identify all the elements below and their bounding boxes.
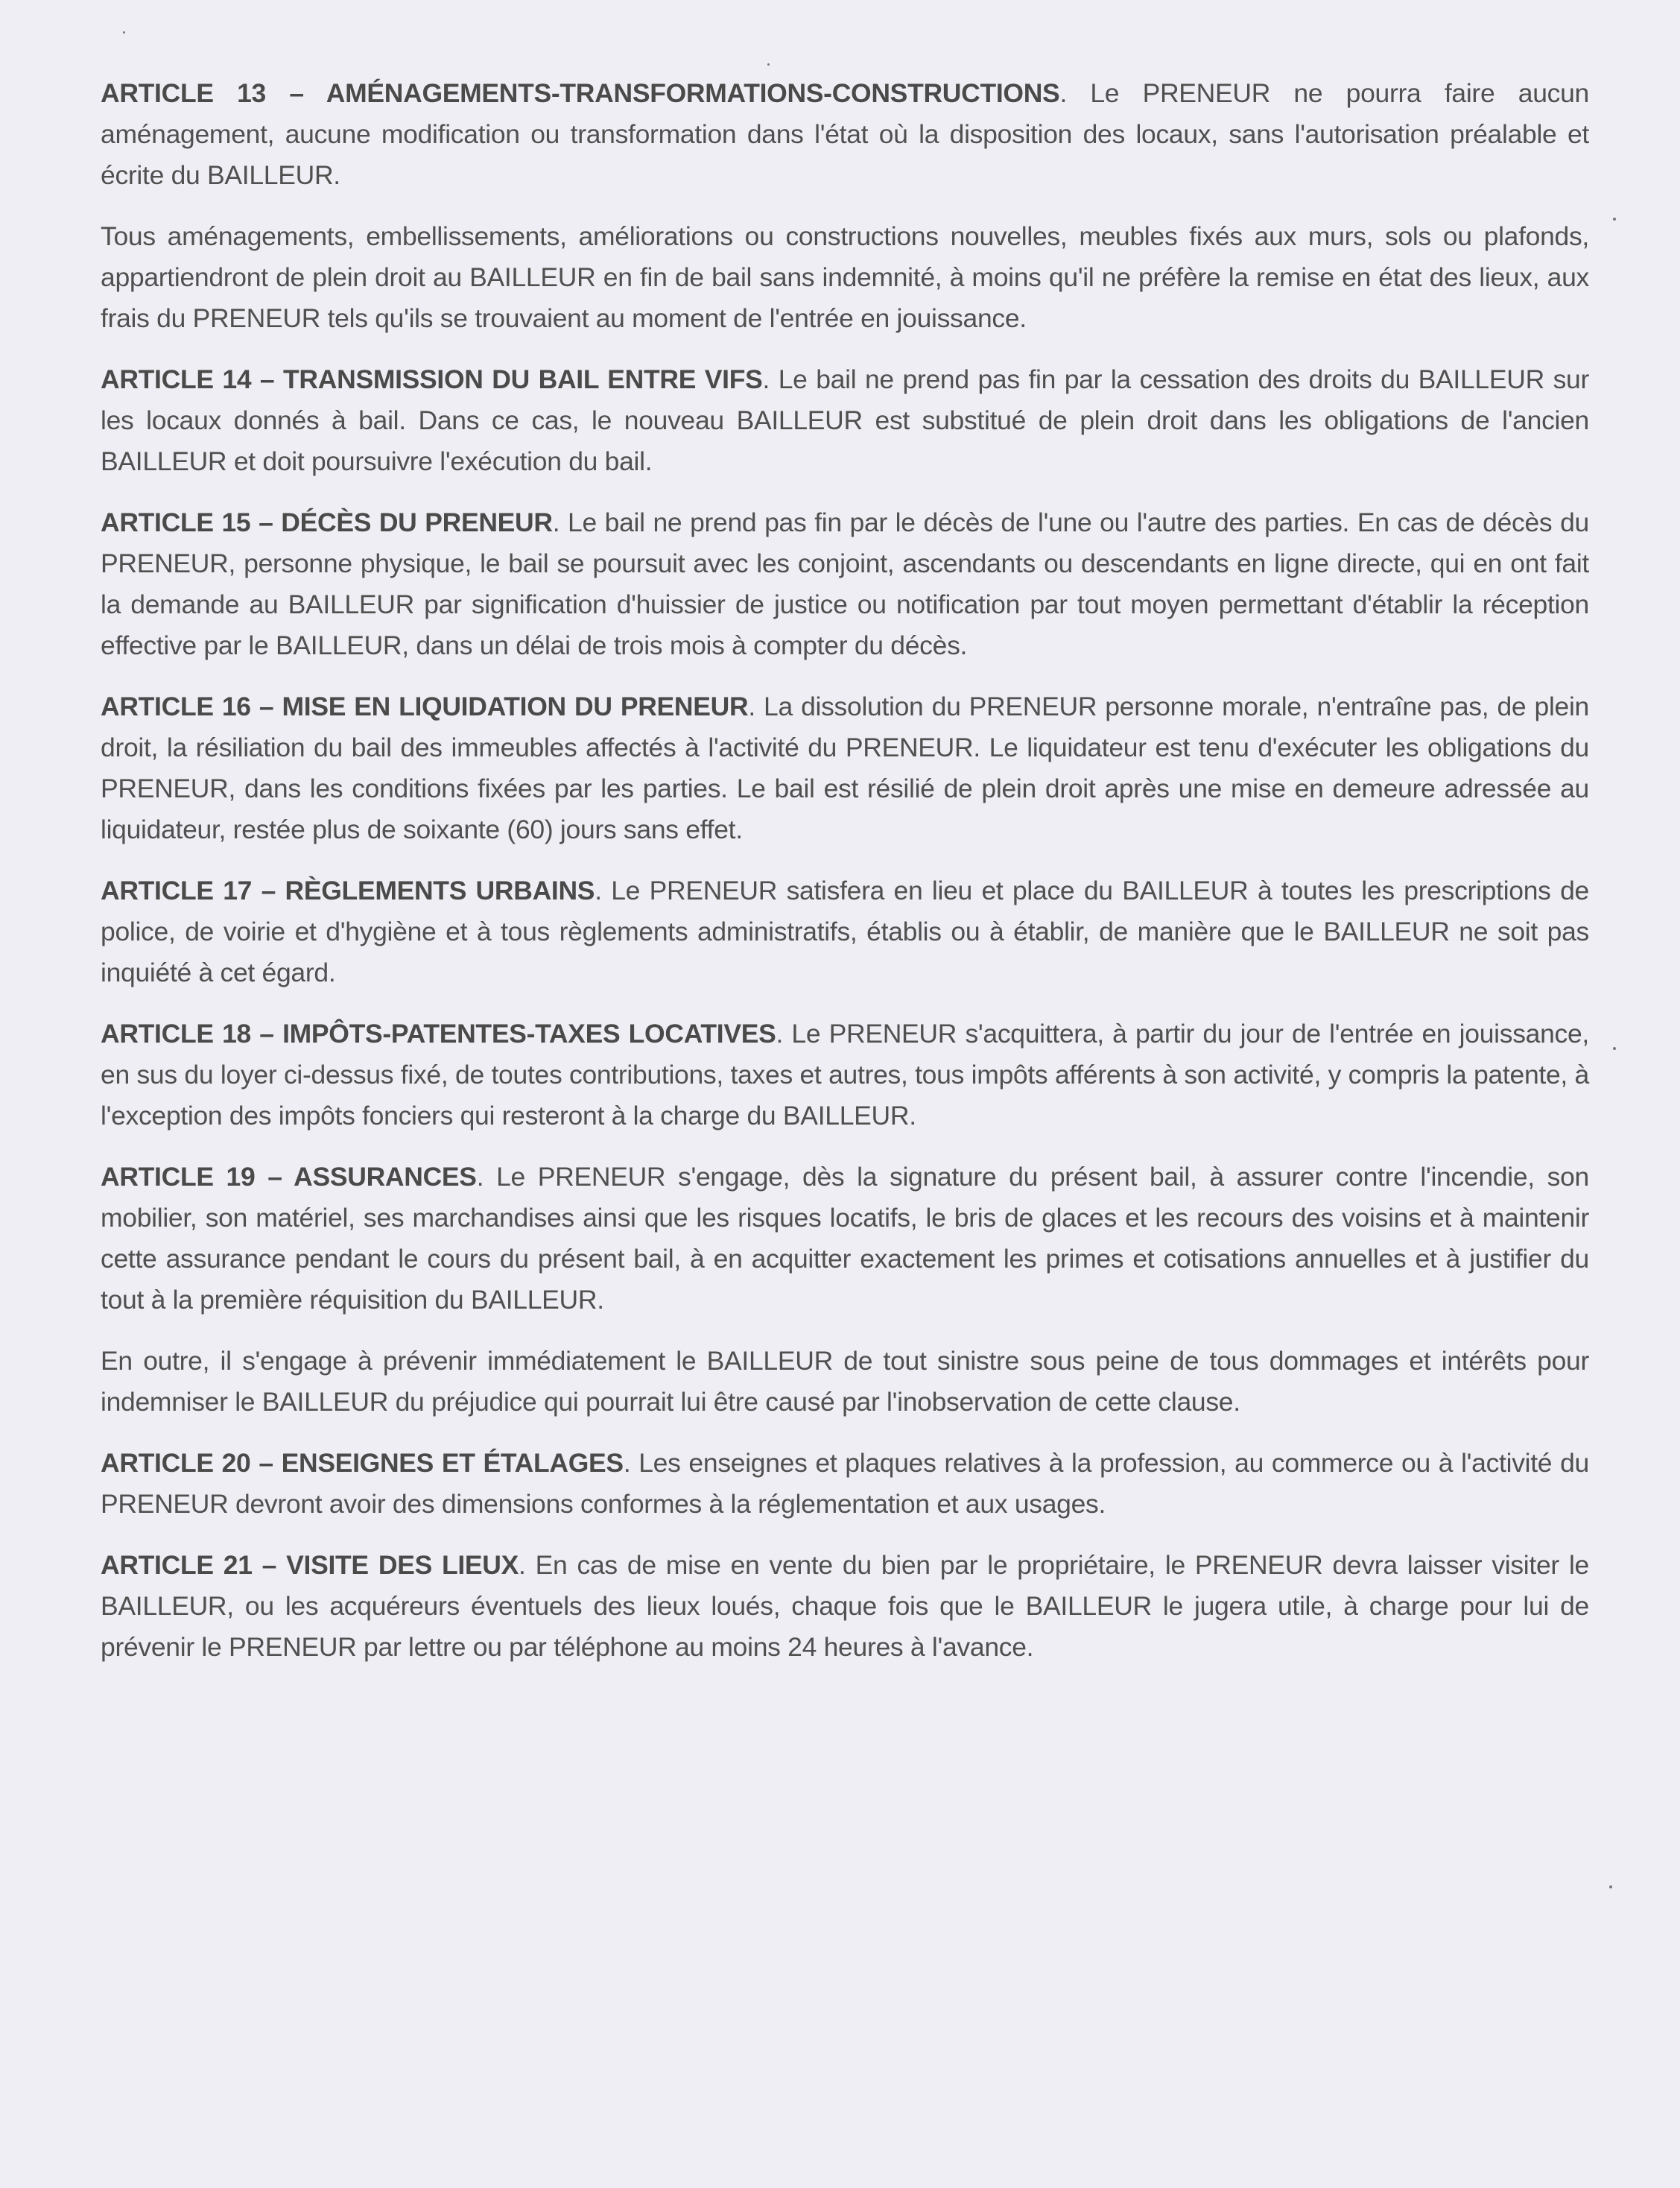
scan-speck: [1613, 218, 1616, 221]
article-15-paragraph: [101, 502, 1589, 666]
article-14-paragraph: [101, 359, 1589, 482]
scan-speck: [767, 63, 770, 66]
article-18-paragraph: [101, 1014, 1589, 1136]
article-13-heading: ARTICLE 13 – AMÉNAGEMENTS-TRANSFORMATIONS-CONSTRUCTIONS: [101, 78, 1060, 108]
scan-speck: [123, 31, 125, 34]
article-15-heading: ARTICLE 15 – DÉCÈS DU PRENEUR: [101, 508, 553, 537]
scan-speck: [1613, 1047, 1616, 1050]
article-18-body: . Le PRENEUR s'acquittera, à partir du jour de l'entrée en jouissance, en sus du loyer ci-dessus fixé, de toutes contributions, taxes et autres, tous impôts afférents à son activité, y compris la patente, à l'exception des impôts fonciers qui resteront à la charge du BAILLEUR.: [101, 1019, 1589, 1131]
article-20-heading: ARTICLE 20 – ENSEIGNES ET ÉTALAGES: [101, 1448, 624, 1478]
article-19-body: . Le PRENEUR s'engage, dès la signature du présent bail, à assurer contre l'incendie, son mobilier, son matériel, ses marchandises ainsi que les risques locatifs, le bris de glaces et les recours des voisins et à maintenir cette assurance pendant le cours du présent bail, à en acquitter exactement les primes et cotisations annuelles et à justifier du tout à la première réquisition du BAILLEUR.: [101, 1162, 1589, 1315]
scan-speck: [1609, 1885, 1612, 1888]
article-17-body: . Le PRENEUR satisfera en lieu et place du BAILLEUR à toutes les prescriptions de police, de voirie et d'hygiène et à tous règlements administratifs, établis ou à établir, de manière que le BAILLEUR ne soit pas inquiété à cet égard.: [101, 876, 1589, 987]
article-16-paragraph: [101, 686, 1589, 850]
article-19-body-2: En outre, il s'engage à prévenir immédiatement le BAILLEUR de tout sinistre sous peine de tous dommages et intérêts pour indemniser le BAILLEUR du préjudice qui pourrait lui être causé par l'inobservation de cette clause.: [101, 1346, 1589, 1417]
article-16-body: . La dissolution du PRENEUR personne morale, n'entraîne pas, de plein droit, la résiliation du bail des immeubles affectés à l'activité du PRENEUR. Le liquidateur est tenu d'exécuter les obligations du PRENEUR, dans les conditions fixées par les parties. Le bail est résilié de plein droit après une mise en demeure adressée au liquidateur, restée plus de soixante (60) jours sans effet.: [101, 692, 1590, 844]
article-20-paragraph: [101, 1443, 1589, 1525]
article-19-paragraph: [101, 1157, 1589, 1321]
article-20-body: . Les enseignes et plaques relatives à la profession, au commerce ou à l'activité du PRENEUR devront avoir des dimensions conformes à la réglementation et aux usages.: [101, 1448, 1589, 1519]
document-page: [101, 73, 1589, 1688]
article-21-body: . En cas de mise en vente du bien par le propriétaire, le PRENEUR devra laisser visiter le BAILLEUR, ou les acquéreurs éventuels des lieux loués, chaque fois que le BAILLEUR le jugera utile, à charge pour lui de prévenir le PRENEUR par lettre ou par téléphone au moins 24 heures à l'avance.: [101, 1550, 1589, 1662]
article-13-body: . Le PRENEUR ne pourra faire aucun aménagement, aucune modification ou transformation dans l'état où la disposition des locaux, sans l'autorisation préalable et écrite du BAILLEUR.: [101, 78, 1589, 190]
article-15-body: . Le bail ne prend pas fin par le décès de l'une ou l'autre des parties. En cas de décès du PRENEUR, personne physique, le bail se poursuit avec les conjoint, ascendants ou descendants en ligne directe, qui en ont fait la demande au BAILLEUR par signification d'huissier de justice ou notification par tout moyen permettant d'établir la réception effective par le BAILLEUR, dans un délai de trois mois à compter du décès.: [101, 508, 1589, 660]
article-21-heading: ARTICLE 21 – VISITE DES LIEUX: [101, 1550, 519, 1580]
article-13-paragraph: [101, 73, 1589, 196]
article-18-heading: ARTICLE 18 – IMPÔTS-PATENTES-TAXES LOCATIVES: [101, 1019, 776, 1049]
article-16-heading: ARTICLE 16 – MISE EN LIQUIDATION DU PRENEUR: [101, 692, 749, 721]
article-14-heading: ARTICLE 14 – TRANSMISSION DU BAIL ENTRE VIFS: [101, 364, 763, 394]
article-17-paragraph: [101, 870, 1589, 993]
article-19-heading: ARTICLE 19 – ASSURANCES: [101, 1162, 477, 1192]
article-17-heading: ARTICLE 17 – RÈGLEMENTS URBAINS: [101, 876, 595, 905]
article-21-paragraph: [101, 1545, 1589, 1668]
article-13-body-2: Tous aménagements, embellissements, améliorations ou constructions nouvelles, meubles fixés aux murs, sols ou plafonds, appartiendront de plein droit au BAILLEUR en fin de bail sans indemnité, à moins qu'il ne préfère la remise en état des lieux, aux frais du PRENEUR tels qu'ils se trouvaient au moment de l'entrée en jouissance.: [101, 221, 1589, 333]
article-19-paragraph-2: [101, 1341, 1589, 1423]
article-14-body: . Le bail ne prend pas fin par la cessation des droits du BAILLEUR sur les locaux donnés à bail. Dans ce cas, le nouveau BAILLEUR est substitué de plein droit dans les obligations de l'ancien BAILLEUR et doit poursuivre l'exécution du bail.: [101, 364, 1590, 476]
article-13-paragraph-2: [101, 216, 1589, 339]
